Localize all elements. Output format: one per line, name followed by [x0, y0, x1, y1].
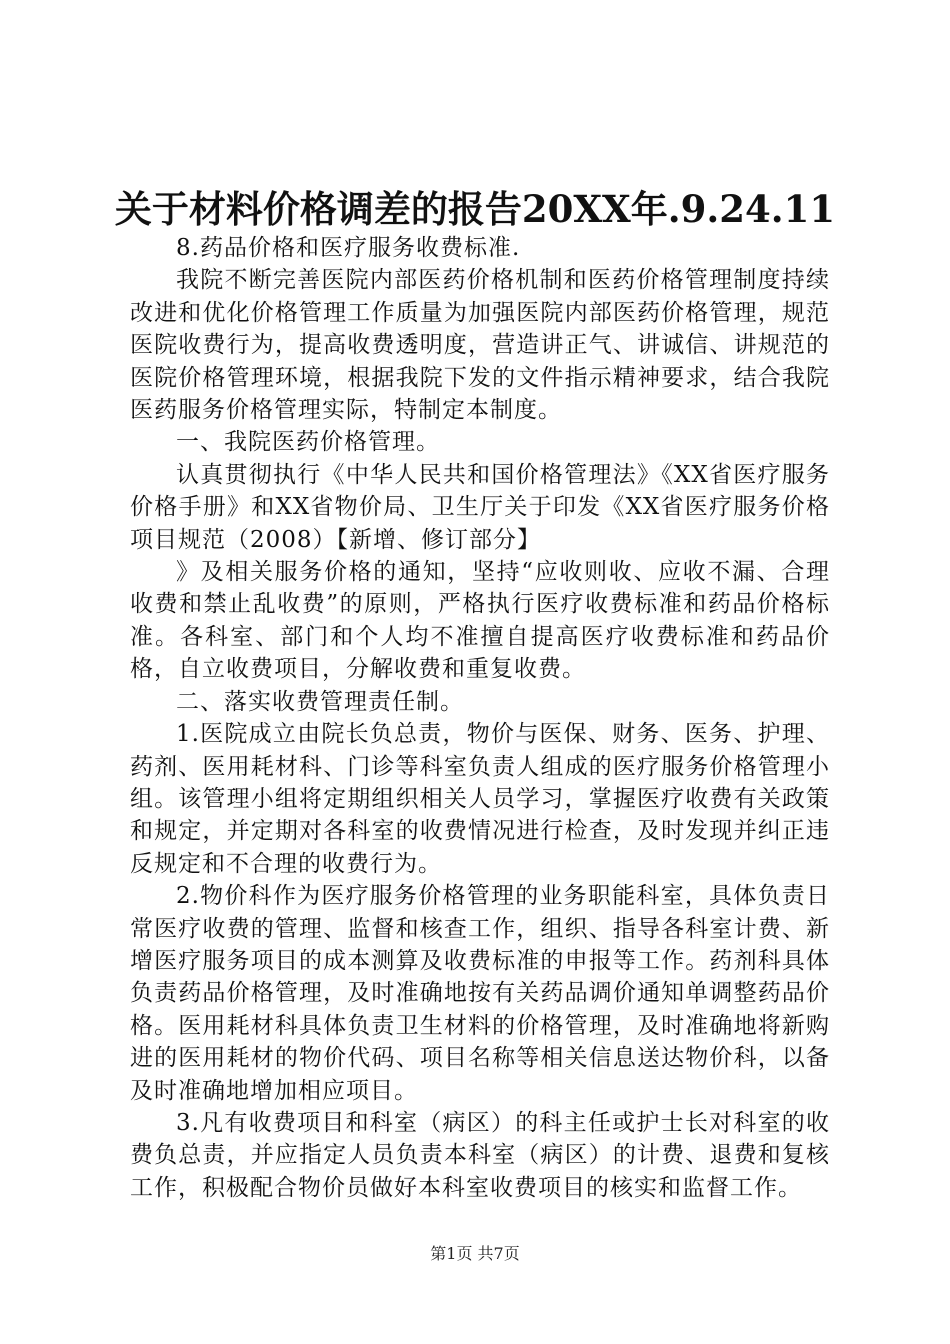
document-body	[130, 232, 830, 1204]
paragraph: 》及相关服务价格的通知，坚持“应收则收、应收不漏、合理收费和禁止乱收费”的原则，严格执行医疗收费标准和药品价格标准。各科室、部门和个人均不准擅自提高医疗收费标准和药品价格，自立收费项目，分解收费和重复收费。	[130, 559, 830, 683]
paragraph: 1.医院成立由院长负总责，物价与医保、财务、医务、护理、药剂、医用耗材科、门诊等科室负责人组成的医疗服务价格管理小组。该管理小组将定期组织相关人员学习，掌握医疗收费有关政策和规定，并定期对各科室的收费情况进行检查，及时发现并纠正违反规定和不合理的收费行为。	[130, 721, 830, 877]
paragraph: 8.药品价格和医疗服务收费标准.	[176, 235, 521, 261]
paragraph: 3.凡有收费项目和科室（病区）的科主任或护士长对科室的收费负总责，并应指定人员负责本科室（病区）的计费、退费和复核工作，积极配合物价员做好本科室收费项目的核实和监督工作。	[130, 1109, 830, 1201]
section-heading: 二、落实收费管理责任制。	[176, 688, 464, 715]
document-title: 关于材料价格调差的报告20XX年.9.24.11	[114, 187, 836, 231]
paragraph: 认真贯彻执行《中华人民共和国价格管理法》《XX省医疗服务价格手册》和XX省物价局、卫生厅关于印发《XX省医疗服务价格项目规范（2008）【新增、修订部分】	[130, 461, 830, 553]
paragraph: 2.物价科作为医疗服务价格管理的业务职能科室，具体负责日常医疗收费的管理、监督和核查工作，组织、指导各科室计费、新增医疗服务项目的成本测算及收费标准的申报等工作。药剂科具体负责药品价格管理，及时准确地按有关药品调价通知单调整药品价格。医用耗材科具体负责卫生材料的价格管理，及时准确地将新购进的医用耗材的物价代码、项目名称等相关信息送达物价科，以备及时准确地增加相应项目。	[130, 883, 830, 1104]
page-footer: 第1页 共7页	[430, 1244, 520, 1263]
section-heading: 一、我院医药价格管理。	[176, 429, 440, 456]
paragraph: 我院不断完善医院内部医药价格机制和医药价格管理制度持续改进和优化价格管理工作质量为加强医院内部医药价格管理，规范医院收费行为，提高收费透明度，营造讲正气、讲诚信、讲规范的医院价格管理环境，根据我院下发的文件指示精神要求，结合我院医药服务价格管理实际，特制定本制度。	[130, 267, 830, 424]
